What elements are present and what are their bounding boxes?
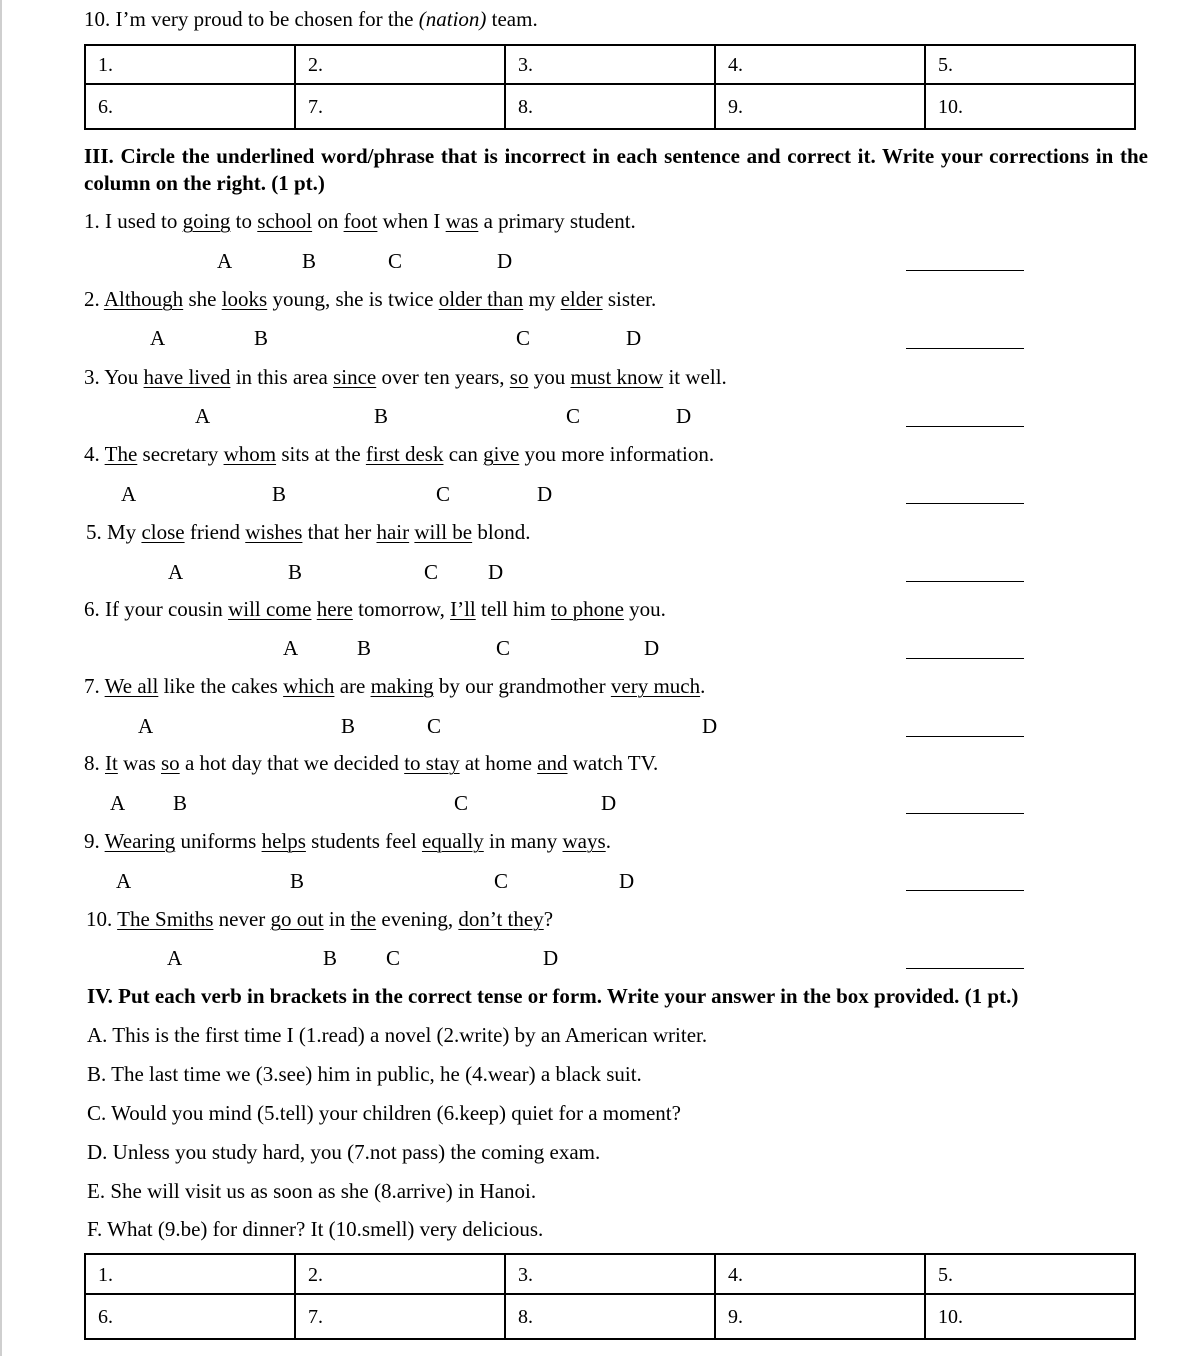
verb-answer-cell-6[interactable]: 6. (85, 1294, 295, 1339)
text: ? (543, 907, 554, 931)
letter-c: C (427, 714, 442, 738)
error-sentence-5 (86, 522, 530, 543)
text: it well. (663, 365, 727, 389)
correction-blank-6[interactable] (906, 658, 1024, 659)
text: to (230, 209, 258, 233)
verb-answer-cell-8[interactable]: 8. (505, 1294, 715, 1339)
underlined-c: so (509, 365, 529, 389)
verb-answer-cell-3[interactable]: 3. (505, 1254, 715, 1294)
error-sentence-6 (84, 599, 666, 620)
underlined-d: very much (610, 674, 701, 698)
section-3-heading: III. Circle the underlined word/phrase that is incorrect in each sentence and correct it. Write your corrections in the column on the right. (1 pt.) (84, 144, 1148, 195)
text: my (523, 287, 561, 311)
letter-a: A (195, 404, 211, 428)
verb-sentence-d: D. Unless you study hard, you (7.not pass) the coming exam. (87, 1140, 601, 1164)
underlined-c: I’ll (450, 597, 476, 621)
text: in (323, 907, 351, 931)
text: friend (184, 520, 246, 544)
letter-a: A (217, 249, 233, 273)
letter-b: B (290, 869, 305, 893)
correction-blank-4[interactable] (906, 503, 1024, 504)
answer-cell-8[interactable]: 8. (505, 84, 715, 129)
text: 10. (86, 907, 118, 931)
error-sentence-7 (84, 676, 705, 697)
underlined-c: first desk (365, 442, 444, 466)
letter-c: C (566, 404, 581, 428)
q10-text-end: team. (486, 7, 538, 31)
text: by our grandmother (433, 674, 611, 698)
underlined-d: will be (414, 520, 473, 544)
underlined-a: The Smiths (117, 907, 214, 931)
letter-d: D (702, 714, 718, 738)
correction-blank-9[interactable] (906, 890, 1024, 891)
letter-c: C (454, 791, 469, 815)
text: can (443, 442, 484, 466)
underlined-c: hair (376, 520, 410, 544)
q10-text-start: 10. I’m very proud to be chosen for the (84, 7, 419, 31)
correction-blank-8[interactable] (906, 813, 1024, 814)
answer-cell-4[interactable]: 4. (715, 45, 925, 84)
text: you. (623, 597, 666, 621)
text: . (605, 829, 611, 853)
letter-c: C (436, 482, 451, 506)
letter-b: B (374, 404, 389, 428)
underlined-c: equally (421, 829, 484, 853)
text: sister. (602, 287, 657, 311)
text: that her (302, 520, 377, 544)
answer-cell-2[interactable]: 2. (295, 45, 505, 84)
text: watch TV. (567, 751, 659, 775)
underlined-c: foot (343, 209, 378, 233)
letter-a: A (283, 636, 299, 660)
letter-d: D (488, 560, 504, 584)
verb-sentence-f: F. What (9.be) for dinner? It (10.smell) very delicious. (87, 1217, 544, 1241)
underlined-b: looks (221, 287, 268, 311)
letter-b: B (288, 560, 303, 584)
text: at home (459, 751, 538, 775)
underlined-a: Although (103, 287, 184, 311)
letter-d: D (676, 404, 692, 428)
verb-answer-cell-4[interactable]: 4. (715, 1254, 925, 1294)
underlined-d: to phone (550, 597, 624, 621)
error-sentence-2 (84, 289, 656, 310)
page-left-edge (0, 0, 2, 1356)
answer-cell-5[interactable]: 5. (925, 45, 1135, 84)
letter-a: A (121, 482, 137, 506)
text: sits at the (276, 442, 366, 466)
text: 9. (84, 829, 105, 853)
text: a primary student. (478, 209, 636, 233)
underlined-b: school (257, 209, 313, 233)
verb-sentence-a: A. This is the first time I (1.read) a novel (2.write) by an American writer. (87, 1023, 708, 1047)
underlined-d: elder (560, 287, 603, 311)
answer-cell-3[interactable]: 3. (505, 45, 715, 84)
text: you (528, 365, 571, 389)
letter-b: B (254, 326, 269, 350)
q10-word-nation: (nation) (418, 7, 487, 31)
correction-blank-7[interactable] (906, 736, 1024, 737)
error-sentence-9 (84, 831, 611, 852)
text: evening, (376, 907, 459, 931)
letter-d: D (537, 482, 553, 506)
letter-d: D (644, 636, 660, 660)
error-sentence-1 (84, 211, 636, 232)
letter-a: A (167, 946, 183, 970)
text: never (213, 907, 271, 931)
error-sentence-4 (84, 444, 714, 465)
answer-grid-top (84, 44, 1136, 130)
text: a hot day that we decided (179, 751, 405, 775)
underlined-a: We all (104, 674, 159, 698)
text: was (117, 751, 161, 775)
text: 8. (84, 751, 105, 775)
underlined-b: helps (261, 829, 306, 853)
text: tomorrow, (352, 597, 451, 621)
text: you more information. (519, 442, 715, 466)
letter-b: B (173, 791, 188, 815)
verb-answer-cell-7[interactable]: 7. (295, 1294, 505, 1339)
letter-a: A (138, 714, 154, 738)
text: 1. I used to (84, 209, 183, 233)
letter-c: C (494, 869, 509, 893)
question-10-nation (84, 9, 538, 30)
text: tell him (475, 597, 551, 621)
letter-a: A (150, 326, 166, 350)
underlined-a: have lived (143, 365, 231, 389)
text: young, she is twice (267, 287, 439, 311)
underlined-a: Wearing (104, 829, 176, 853)
section-4-heading: IV. Put each verb in brackets in the correct tense or form. Write your answer in the box provided. (1 pt.) (87, 984, 1019, 1008)
underlined-d: was (445, 209, 479, 233)
text: over ten years, (376, 365, 510, 389)
text: 3. You (84, 365, 144, 389)
answer-grid-bottom (84, 1253, 1136, 1340)
letter-b: B (323, 946, 338, 970)
letter-b: B (341, 714, 356, 738)
letter-c: C (496, 636, 511, 660)
letter-a: A (110, 791, 126, 815)
answer-cell-6[interactable]: 6. (85, 84, 295, 129)
text: 2. (84, 287, 104, 311)
text: 7. (84, 674, 105, 698)
letter-b: B (302, 249, 317, 273)
letter-d: D (601, 791, 617, 815)
letter-d: D (626, 326, 642, 350)
underlined-b: which (283, 674, 335, 698)
text: 4. (84, 442, 105, 466)
underlined-b: since (333, 365, 377, 389)
verb-answer-cell-9[interactable]: 9. (715, 1294, 925, 1339)
text: uniforms (175, 829, 262, 853)
text: she (183, 287, 222, 311)
text: 6. If your cousin (84, 597, 229, 621)
answer-cell-7[interactable]: 7. (295, 84, 505, 129)
underlined-a: close (141, 520, 185, 544)
verb-sentence-b: B. The last time we (3.see) him in public, he (4.wear) a black suit. (87, 1062, 642, 1086)
letter-a: A (168, 560, 184, 584)
letter-c: C (386, 946, 401, 970)
underlined-a: going (182, 209, 231, 233)
letter-b: B (272, 482, 287, 506)
underlined-c: making (370, 674, 434, 698)
letter-d: D (619, 869, 635, 893)
text: are (334, 674, 371, 698)
underlined-a: It (105, 751, 118, 775)
underlined-b: go out (270, 907, 324, 931)
underlined-b: so (161, 751, 180, 775)
correction-blank-10[interactable] (906, 968, 1024, 969)
answer-cell-10[interactable]: 10. (925, 84, 1135, 129)
letter-c: C (388, 249, 403, 273)
underlined-c: the (350, 907, 377, 931)
underlined-c: to stay (404, 751, 460, 775)
text: students feel (305, 829, 422, 853)
text: 5. My (86, 520, 142, 544)
verb-answer-cell-10[interactable]: 10. (925, 1294, 1135, 1339)
text: on (312, 209, 344, 233)
verb-sentence-c: C. Would you mind (5.tell) your children (6.keep) quiet for a moment? (87, 1101, 681, 1125)
underlined-d: must know (570, 365, 664, 389)
letter-c: C (424, 560, 439, 584)
underlined-b: whom (223, 442, 277, 466)
text: . (700, 674, 706, 698)
text: blond. (472, 520, 531, 544)
underlined-b: wishes (245, 520, 303, 544)
letter-a: A (116, 869, 132, 893)
error-sentence-3 (84, 367, 727, 388)
text: secretary (137, 442, 224, 466)
underlined-d: and (537, 751, 568, 775)
error-sentence-8 (84, 753, 658, 774)
underlined-c: older than (438, 287, 524, 311)
answer-cell-9[interactable]: 9. (715, 84, 925, 129)
underlined-b: here (316, 597, 353, 621)
underlined-d: ways (562, 829, 606, 853)
letter-c: C (516, 326, 531, 350)
verb-answer-cell-1[interactable]: 1. (85, 1254, 295, 1294)
error-sentence-10 (86, 909, 553, 930)
letter-d: D (497, 249, 513, 273)
text: in many (483, 829, 563, 853)
correction-blank-5[interactable] (906, 581, 1024, 582)
underlined-d: don’t they (458, 907, 544, 931)
underlined-d: give (483, 442, 520, 466)
underlined-a: will come (228, 597, 312, 621)
correction-blank-1[interactable] (906, 270, 1024, 271)
verb-answer-cell-5[interactable]: 5. (925, 1254, 1135, 1294)
correction-blank-2[interactable] (906, 348, 1024, 349)
correction-blank-3[interactable] (906, 426, 1024, 427)
text: like the cakes (158, 674, 284, 698)
underlined-a: The (104, 442, 138, 466)
text: when I (377, 209, 446, 233)
answer-cell-1[interactable]: 1. (85, 45, 295, 84)
letter-d: D (543, 946, 559, 970)
verb-sentence-e: E. She will visit us as soon as she (8.arrive) in Hanoi. (87, 1179, 537, 1203)
letter-b: B (357, 636, 372, 660)
verb-answer-cell-2[interactable]: 2. (295, 1254, 505, 1294)
text: in this area (230, 365, 334, 389)
